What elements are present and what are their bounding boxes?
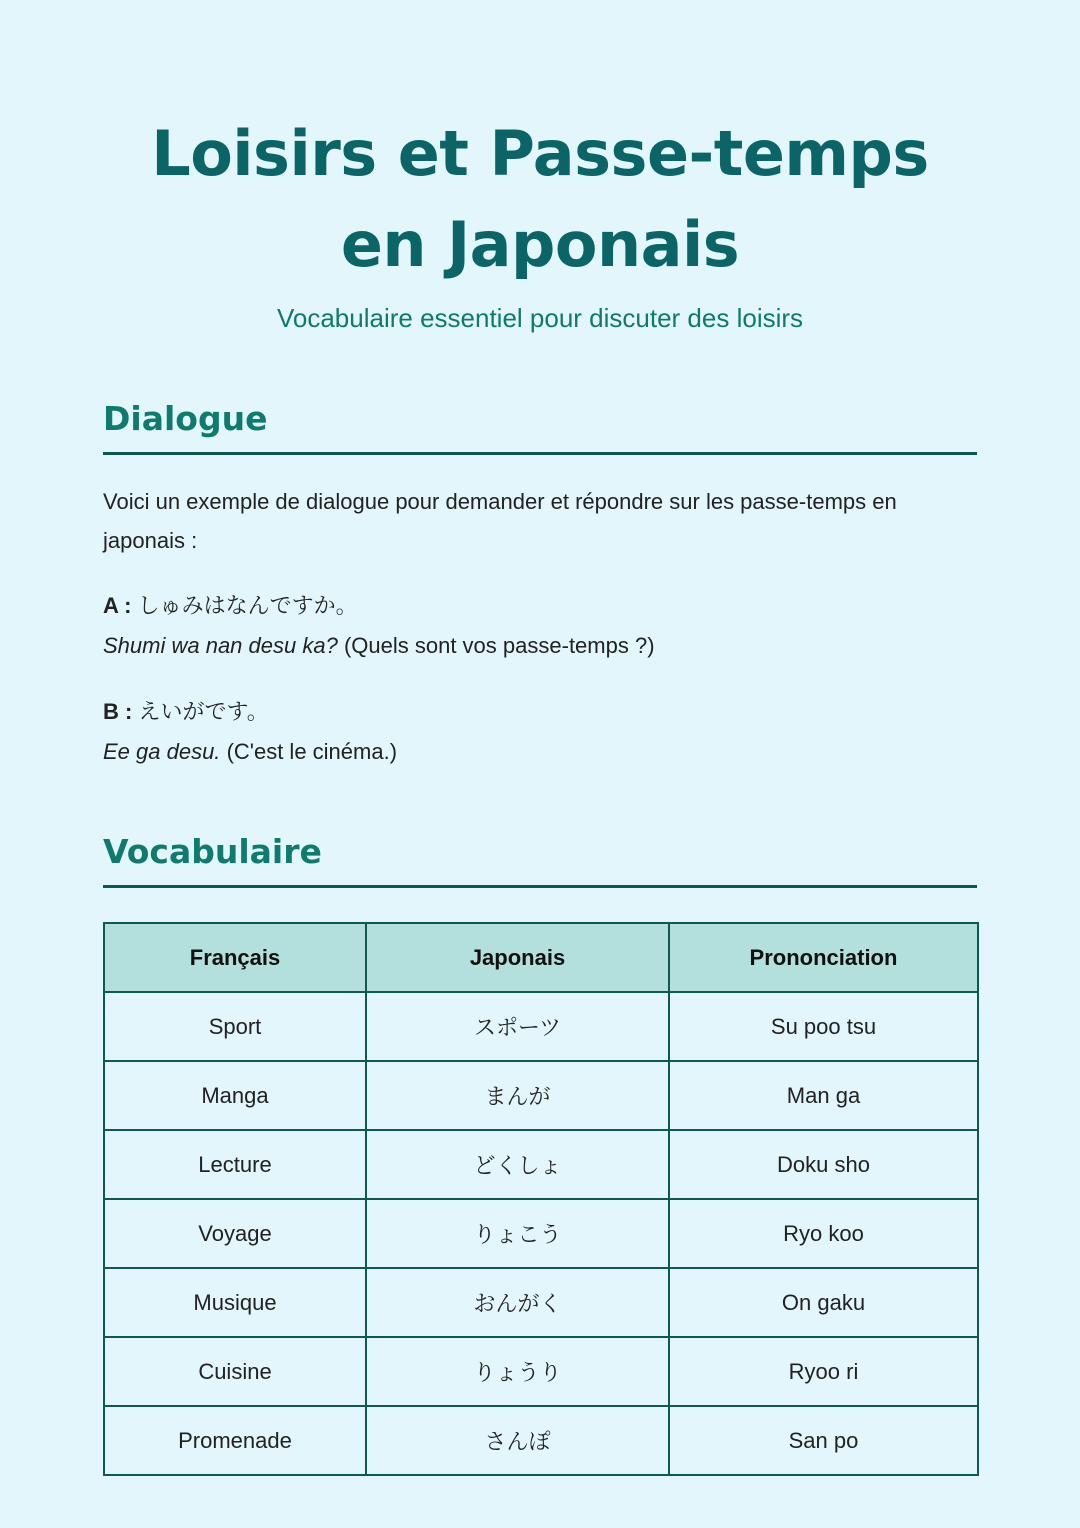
table-row: [104, 1406, 978, 1475]
vocabulary-heading: Vocabulaire: [103, 832, 977, 888]
column-header-japanese: Japonais: [366, 923, 669, 992]
cell-french: Lecture: [104, 1130, 366, 1199]
romaji-text: Shumi wa nan desu ka?: [103, 633, 338, 658]
dialogue-heading: Dialogue: [103, 399, 977, 455]
column-header-french: Français: [104, 923, 366, 992]
table-row: [104, 1199, 978, 1268]
dialogue-intro: Voici un exemple de dialogue pour demander et répondre sur les passe-temps en japonais :: [103, 489, 897, 553]
speaker-label: B :: [103, 699, 133, 724]
translation-text: (C'est le cinéma.): [226, 739, 398, 764]
romaji-text: Ee ga desu.: [103, 739, 221, 764]
japanese-text: しゅみはなんですか。: [137, 594, 358, 619]
speaker-label: A :: [103, 593, 132, 618]
cell-pronunciation: Su poo tsu: [669, 992, 978, 1061]
cell-french: Manga: [104, 1061, 366, 1130]
cell-japanese: どくしょ: [366, 1130, 669, 1199]
vocabulary-table: [103, 922, 979, 1476]
cell-japanese: りょこう: [366, 1199, 669, 1268]
translation-text: (Quels sont vos passe-temps ?): [343, 633, 655, 658]
japanese-text: えいがです。: [138, 700, 269, 725]
dialogue-line-b-japanese: [103, 697, 977, 728]
cell-japanese: りょうり: [366, 1337, 669, 1406]
cell-french: Musique: [104, 1268, 366, 1337]
cell-pronunciation: Ryo koo: [669, 1199, 978, 1268]
dialogue-line-b-romaji: [103, 737, 977, 767]
cell-pronunciation: On gaku: [669, 1268, 978, 1337]
page-subtitle: Vocabulaire essentiel pour discuter des loisirs: [276, 303, 804, 333]
cell-pronunciation: Ryoo ri: [669, 1337, 978, 1406]
cell-french: Promenade: [104, 1406, 366, 1475]
table-row: [104, 1061, 978, 1130]
table-row: [104, 1268, 978, 1337]
table-row: [104, 992, 978, 1061]
cell-japanese: おんがく: [366, 1268, 669, 1337]
cell-french: Sport: [104, 992, 366, 1061]
cell-pronunciation: San po: [669, 1406, 978, 1475]
cell-french: Voyage: [104, 1199, 366, 1268]
table-row: [104, 1130, 978, 1199]
cell-japanese: スポーツ: [366, 992, 669, 1061]
table-header-row: [104, 923, 978, 992]
dialogue-line-a-japanese: [103, 591, 977, 622]
cell-french: Cuisine: [104, 1337, 366, 1406]
dialogue-line-a-romaji: [103, 631, 977, 661]
cell-pronunciation: Doku sho: [669, 1130, 978, 1199]
cell-japanese: まんが: [366, 1061, 669, 1130]
page-title: Loisirs et Passe-temps en Japonais: [151, 117, 929, 281]
table-row: [104, 1337, 978, 1406]
cell-japanese: さんぽ: [366, 1406, 669, 1475]
column-header-pronunciation: Prononciation: [669, 923, 978, 992]
cell-pronunciation: Man ga: [669, 1061, 978, 1130]
